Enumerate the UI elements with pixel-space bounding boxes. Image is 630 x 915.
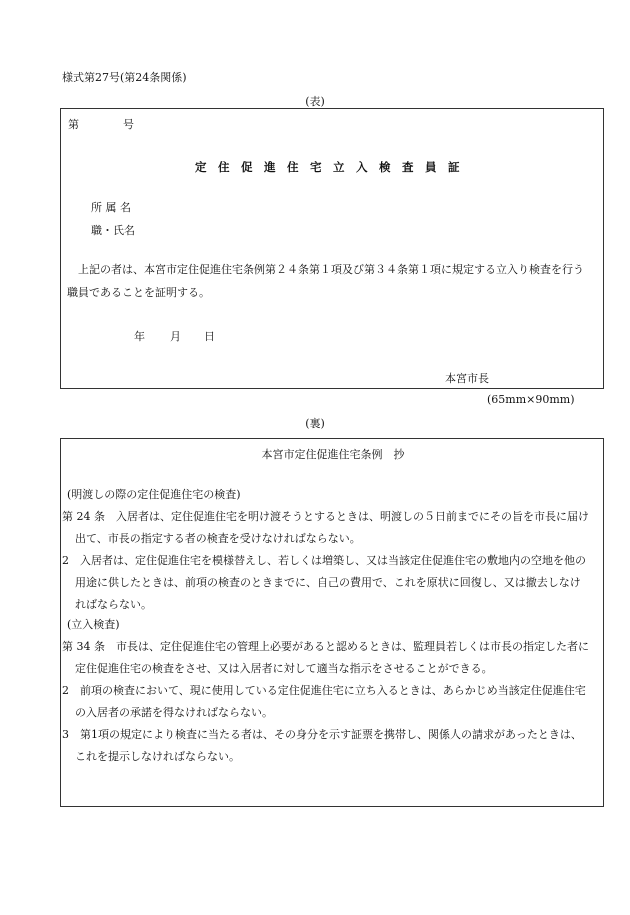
- back-card: [60, 438, 604, 807]
- article-34-p2-line-2: の入居者の承諾を得なければならない。: [75, 706, 273, 719]
- back-title: 本宮市定住促進住宅条例 抄: [261, 448, 405, 461]
- date-month: 月: [170, 330, 181, 343]
- date-day: 日: [204, 330, 215, 343]
- article-24-p2-line-1: 2 入居者は、定住促進住宅を模様替えし、若しくは増築し、又は当該定住促進住宅の敷地内の空地を他の: [62, 554, 586, 567]
- number-prefix: 第: [68, 118, 79, 131]
- article-34-p2-line-1: 2 前項の検査において、現に使用している定住促進住宅に立ち入るときは、あらかじめ当該定住促進住宅: [62, 684, 586, 697]
- certification-line-1: 上記の者は、本宮市定住促進住宅条例第２４条第１項及び第３４条第１項に規定する立入り検査を行う: [78, 263, 584, 276]
- article-24-line-1: 第 24 条 入居者は、定住促進住宅を明け渡そうとするときは、明渡しの５日前までにその旨を市長に届け: [62, 510, 589, 523]
- card-title: 定住促進住宅立入検査員証: [195, 160, 471, 174]
- front-label: (表): [305, 95, 325, 108]
- article-34-p3-line-1: 3 第1項の規定により検査に当たる者は、その身分を示す証票を携帯し、関係人の請求があったときは、: [62, 728, 582, 741]
- size-note: (65mm×90mm): [487, 393, 575, 406]
- heading-handover-inspection: (明渡しの際の定住促進住宅の検査): [67, 488, 241, 501]
- issuer: 本宮市長: [445, 372, 489, 385]
- back-label: (裏): [305, 417, 325, 430]
- date-year: 年: [134, 330, 145, 343]
- affiliation-label: 所 属 名: [91, 201, 131, 214]
- article-24-line-2: 出て、市長の指定する者の検査を受けなければならない。: [75, 532, 361, 545]
- article-34-line-2: 定住促進住宅の検査をさせ、又は入居者に対して適当な指示をさせることができる。: [75, 662, 493, 675]
- article-24-p2-line-3: ればならない。: [75, 598, 152, 611]
- article-24-p2-line-2: 用途に供したときは、前項の検査のときまでに、自己の費用で、これを原状に回復し、又は撤去しなけ: [75, 576, 581, 589]
- article-34-p3-line-2: これを提示しなければならない。: [75, 750, 240, 763]
- article-34-line-1: 第 34 条 市長は、定住促進住宅の管理上必要があると認めるときは、監理員若しくは市長の指定した者に: [62, 640, 589, 653]
- heading-on-site-inspection: (立入検査): [67, 618, 120, 631]
- front-card: [60, 108, 604, 389]
- form-number: 様式第27号(第24条関係): [62, 71, 187, 84]
- position-name-label: 職・氏名: [91, 224, 135, 237]
- certification-line-2: 職員であることを証明する。: [67, 286, 210, 299]
- number-suffix: 号: [123, 118, 134, 131]
